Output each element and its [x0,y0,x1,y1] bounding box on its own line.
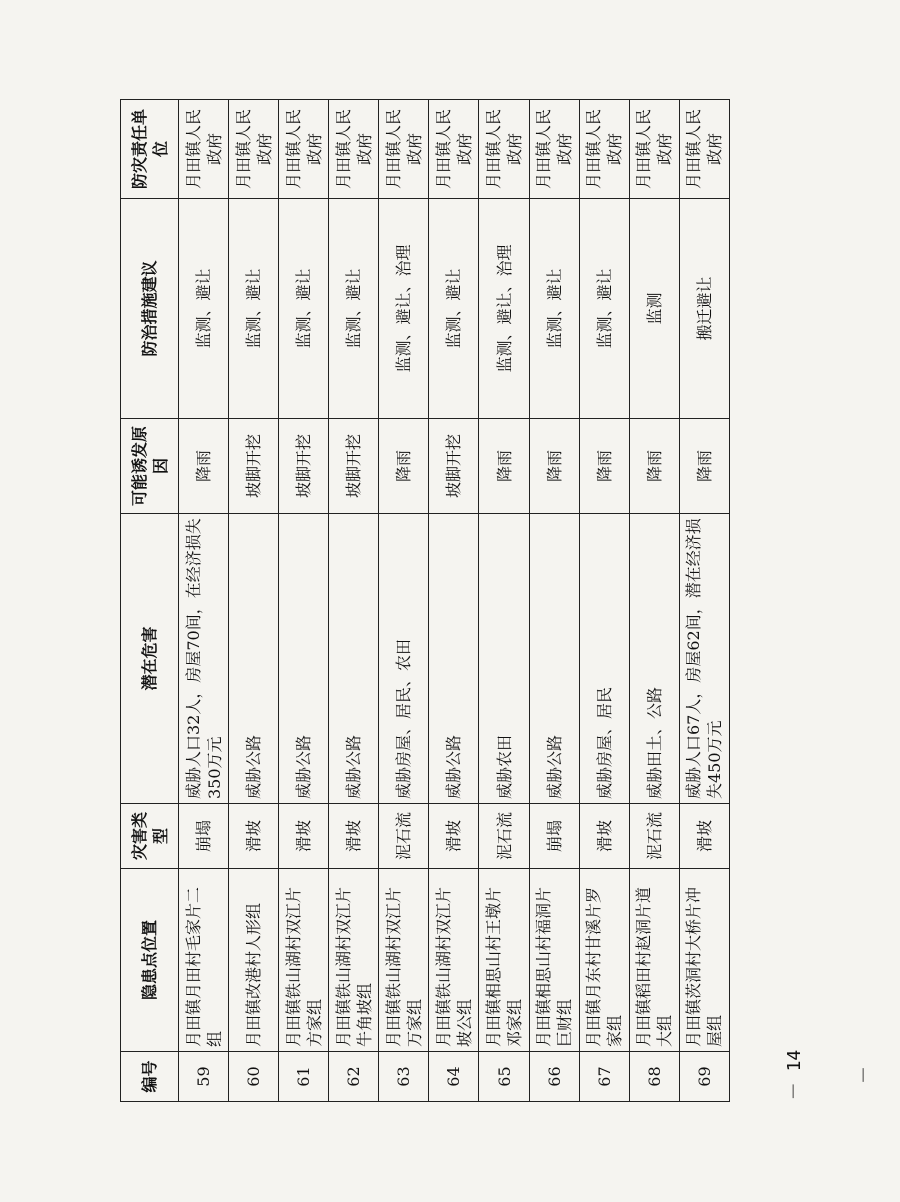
cell-cause: 降雨 [529,419,579,514]
cell-responsible-unit: 月田镇人民政府 [429,100,479,199]
cell-measures: 监测、避让、治理 [379,199,429,419]
cell-disaster-type: 滑坡 [279,804,329,869]
table-row [279,100,329,1102]
cell-cause: 降雨 [679,419,729,514]
cell-location: 月田镇相思山村王墩片邓家组 [479,869,529,1052]
cell-disaster-type: 崩塌 [179,804,229,869]
cell-measures: 监测 [629,199,679,419]
cell-location: 月田镇铁山湖村双江片牛角坡组 [329,869,379,1052]
cell-potential-hazard: 威胁农田 [479,514,529,804]
cell-cause: 降雨 [579,419,629,514]
cell-responsible-unit: 月田镇人民政府 [279,100,329,199]
header-measures: 防治措施建议 [121,199,179,419]
cell-id: 68 [629,1052,679,1102]
cell-disaster-type: 泥石流 [379,804,429,869]
table-row [379,100,429,1102]
cell-location: 月田镇月东村甘溪片罗家组 [579,869,629,1052]
cell-id: 69 [679,1052,729,1102]
cell-cause: 坡脚开挖 [429,419,479,514]
cell-measures: 监测、避让 [529,199,579,419]
cell-location: 月田镇相思山村福洞片巨财组 [529,869,579,1052]
cell-location: 月田镇稻田村赵洞片道大组 [629,869,679,1052]
cell-disaster-type: 崩塌 [529,804,579,869]
cell-disaster-type: 滑坡 [329,804,379,869]
page-number: － 14 － [784,1049,875,1101]
header-location: 隐患点位置 [121,869,179,1052]
cell-location: 月田镇月田村毛家片二组 [179,869,229,1052]
cell-responsible-unit: 月田镇人民政府 [229,100,279,199]
cell-measures: 监测、避让、治理 [479,199,529,419]
cell-potential-hazard: 威胁人口67人，房屋62间，潜在经济损失450万元 [679,514,729,804]
cell-id: 66 [529,1052,579,1102]
cell-location: 月田镇改港村人形组 [229,869,279,1052]
cell-measures: 搬迁避让 [679,199,729,419]
table-row [179,100,229,1102]
header-disaster-type: 灾害类型 [121,804,179,869]
cell-id: 64 [429,1052,479,1102]
cell-cause: 坡脚开挖 [279,419,329,514]
cell-responsible-unit: 月田镇人民政府 [329,100,379,199]
cell-potential-hazard: 威胁公路 [229,514,279,804]
cell-measures: 监测、避让 [179,199,229,419]
cell-id: 61 [279,1052,329,1102]
table-row [329,100,379,1102]
cell-disaster-type: 泥石流 [479,804,529,869]
cell-disaster-type: 滑坡 [679,804,729,869]
table-row [229,100,279,1102]
header-potential-hazard: 潜在危害 [121,514,179,804]
table-row [679,100,729,1102]
cell-responsible-unit: 月田镇人民政府 [379,100,429,199]
table-row [629,100,679,1102]
cell-location: 月田镇铁山湖村双江片方家组 [279,869,329,1052]
cell-responsible-unit: 月田镇人民政府 [529,100,579,199]
cell-id: 63 [379,1052,429,1102]
table-header-row [121,100,179,1102]
cell-potential-hazard: 威胁公路 [279,514,329,804]
header-cause: 可能诱发原因 [121,419,179,514]
cell-potential-hazard: 威胁房屋、居民 [579,514,629,804]
cell-potential-hazard: 威胁公路 [429,514,479,804]
cell-location: 月田镇铁山湖村双江片坡公组 [429,869,479,1052]
cell-potential-hazard: 威胁房屋、居民、农田 [379,514,429,804]
cell-responsible-unit: 月田镇人民政府 [179,100,229,199]
cell-location: 月田镇茨洞村大桥片冲屋组 [679,869,729,1052]
cell-id: 65 [479,1052,529,1102]
hazard-table-container [120,100,730,1102]
cell-disaster-type: 滑坡 [429,804,479,869]
cell-responsible-unit: 月田镇人民政府 [679,100,729,199]
header-responsible-unit: 防灾责任单位 [121,100,179,199]
cell-cause: 坡脚开挖 [229,419,279,514]
cell-location: 月田镇铁山湖村双江片万家组 [379,869,429,1052]
cell-cause: 降雨 [479,419,529,514]
cell-disaster-type: 泥石流 [629,804,679,869]
cell-id: 59 [179,1052,229,1102]
cell-measures: 监测、避让 [279,199,329,419]
table-row [579,100,629,1102]
cell-disaster-type: 滑坡 [579,804,629,869]
cell-responsible-unit: 月田镇人民政府 [629,100,679,199]
cell-measures: 监测、避让 [229,199,279,419]
hazard-table [120,99,730,1102]
cell-id: 60 [229,1052,279,1102]
cell-measures: 监测、避让 [429,199,479,419]
table-row [479,100,529,1102]
cell-potential-hazard: 威胁田土、公路 [629,514,679,804]
cell-potential-hazard: 威胁公路 [329,514,379,804]
cell-cause: 降雨 [179,419,229,514]
cell-responsible-unit: 月田镇人民政府 [579,100,629,199]
cell-cause: 降雨 [629,419,679,514]
cell-potential-hazard: 威胁人口32人，房屋70间，在经济损失350万元 [179,514,229,804]
cell-responsible-unit: 月田镇人民政府 [479,100,529,199]
table-row [429,100,479,1102]
table-row [529,100,579,1102]
cell-cause: 坡脚开挖 [329,419,379,514]
cell-id: 67 [579,1052,629,1102]
cell-disaster-type: 滑坡 [229,804,279,869]
header-id: 编号 [121,1052,179,1102]
cell-measures: 监测、避让 [329,199,379,419]
cell-id: 62 [329,1052,379,1102]
cell-cause: 降雨 [379,419,429,514]
cell-measures: 监测、避让 [579,199,629,419]
cell-potential-hazard: 威胁公路 [529,514,579,804]
